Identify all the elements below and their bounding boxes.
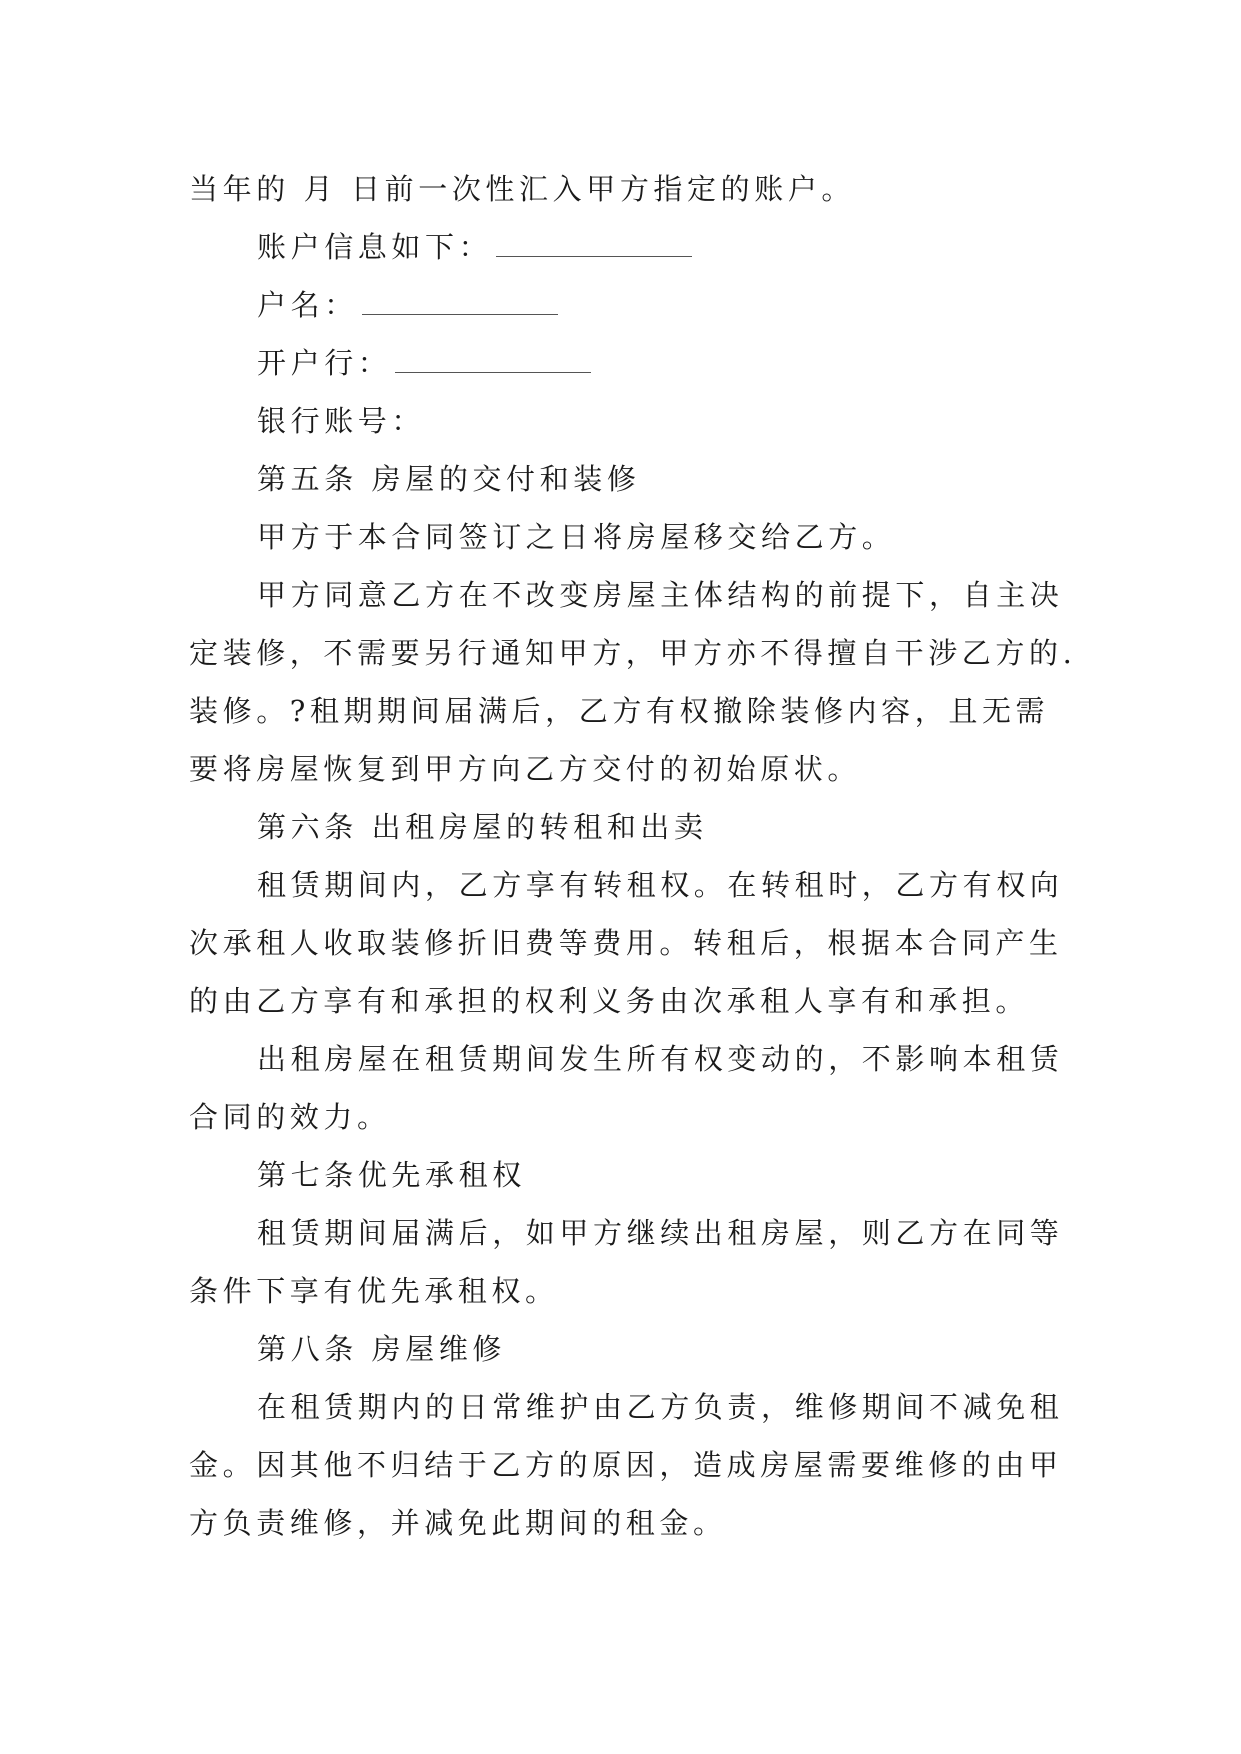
bank-account-label: 银行账号： — [257, 404, 426, 438]
section-heading: 第五条 房屋的交付和装修 — [257, 462, 641, 496]
paragraph-line: 合同的效力。 — [189, 1100, 391, 1134]
paragraph-line: 当年的 月 日前一次性汇入甲方指定的账户。 — [189, 172, 856, 206]
paragraph-line: 出租房屋在租赁期间发生所有权变动的，不影响本租赁 — [257, 1042, 1064, 1076]
paragraph-line: 租赁期间内，乙方享有转租权。在转租时，乙方有权向 — [257, 868, 1064, 902]
account-name-label: 户名： — [257, 288, 358, 322]
bank-blank — [395, 340, 591, 373]
paragraph-line: 在租赁期内的日常维护由乙方负责，维修期间不减免租 — [257, 1390, 1064, 1424]
section-heading: 第七条优先承租权 — [257, 1158, 526, 1192]
paragraph-line: 甲方同意乙方在不改变房屋主体结构的前提下，自主决 — [257, 578, 1064, 612]
paragraph-line: 租赁期间届满后，如甲方继续出租房屋，则乙方在同等 — [257, 1216, 1064, 1250]
account-info-blank — [496, 224, 692, 257]
bank-line — [189, 334, 1057, 392]
paragraph-line: 要将房屋恢复到甲方向乙方交付的初始原状。 — [189, 752, 862, 786]
bank-label: 开户行： — [257, 346, 392, 380]
account-info-line — [189, 218, 1057, 276]
paragraph-line: 的由乙方享有和承担的权利义务由次承租人享有和承担。 — [189, 984, 1030, 1018]
account-name-line — [189, 276, 1057, 334]
paragraph-line: 金。因其他不归结于乙方的原因，造成房屋需要维修的由甲 — [189, 1448, 1063, 1482]
paragraph-line: 定装修，不需要另行通知甲方，甲方亦不得擅自干涉乙方的. — [189, 636, 1077, 670]
paragraph-line: 装修。?租期期间届满后，乙方有权撤除装修内容，且无需 — [189, 694, 1050, 728]
section-heading: 第六条 出租房屋的转租和出卖 — [257, 810, 708, 844]
paragraph-line: 方负责维修，并减免此期间的租金。 — [189, 1506, 727, 1540]
account-name-blank — [362, 282, 558, 315]
paragraph-line: 甲方于本合同签订之日将房屋移交给乙方。 — [257, 520, 896, 554]
section-heading: 第八条 房屋维修 — [257, 1332, 507, 1366]
paragraph-line: 次承租人收取装修折旧费等费用。转租后，根据本合同产生 — [189, 926, 1063, 960]
paragraph-line: 条件下享有优先承租权。 — [189, 1274, 559, 1308]
account-info-label: 账户信息如下： — [257, 230, 493, 264]
document-body — [189, 160, 1077, 1552]
